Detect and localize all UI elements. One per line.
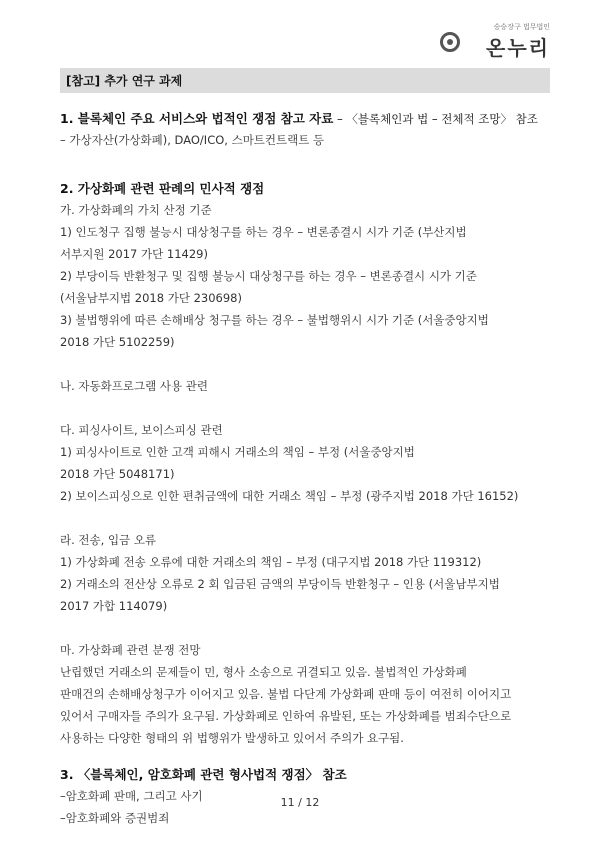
document-body: [60, 68, 550, 829]
logo-tagline: 승승장구 법무법인: [493, 23, 550, 31]
section-3-heading: 3. 〈블록체인, 암호화폐 관련 형사법적 쟁점〉 참조: [60, 767, 347, 782]
section-3-line: –암호화폐와 증권범죄: [60, 811, 170, 825]
subsection-c-title: 다. 피싱사이트, 보이스피싱 관련: [60, 423, 223, 437]
subsection-a-line: 2018 가단 5102259): [60, 335, 175, 349]
subsection-d-line: 1) 가상화폐 전송 오류에 대한 거래소의 책임 – 부정 (대구지법 2018 가단 119312): [60, 555, 482, 569]
page-number: 11 / 12: [280, 796, 320, 809]
logo-name: 온누리: [486, 36, 550, 60]
logo-emblem-icon: [440, 32, 460, 52]
subsection-a-line: (서울남부지법 2018 가단 230698): [60, 291, 242, 305]
subsection-a-line: 3) 불법행위에 따른 손해배상 청구를 하는 경우 – 불법행위시 시가 기준 (서울중앙지법: [60, 313, 489, 327]
subsection-a-line: 1) 인도청구 집행 불능시 대상청구를 하는 경우 – 변론종결시 시가 기준 (부산지법: [60, 225, 467, 239]
subsection-c-line: 2018 가단 5048171): [60, 467, 175, 481]
section-banner: [참고] 추가 연구 과제: [60, 68, 550, 93]
section-2-heading: 2. 가상화폐 관련 판례의 민사적 쟁점: [60, 181, 265, 196]
section-3-line: –암호화폐 판매, 그리고 사기: [60, 789, 203, 803]
subsection-e-line: 있어서 구매자들 주의가 요구됨. 가상화폐로 인하여 유발된, 또는 가상화폐를 범죄수단으로: [60, 709, 512, 723]
subsection-c-line: 1) 피싱사이트로 인한 고객 피해시 거래소의 책임 – 부정 (서울중앙지법: [60, 445, 415, 459]
subsection-e-line: 사용하는 다양한 형태의 위 법행위가 발생하고 있어서 주의가 요구됨.: [60, 731, 404, 745]
section-1-title-tail: – 〈블록체인과 법 – 전체적 조망〉 참조: [333, 112, 538, 126]
subsection-e-line: 판매건의 손해배상청구가 이어지고 있음. 불법 다단계 가상화폐 판매 등이 여전히 이어지고: [60, 687, 512, 701]
subsection-a-line: 서부지원 2017 가단 11429): [60, 247, 208, 261]
subsection-e-line: 난립했던 거래소의 문제들이 민, 형사 소송으로 귀결되고 있음. 불법적인 가상화폐: [60, 665, 467, 679]
subsection-d-title: 라. 전송, 입금 오류: [60, 533, 157, 547]
firm-logo: [440, 22, 550, 64]
section-1-title: 1. 블록체인 주요 서비스와 법적인 쟁점 참고 자료: [60, 111, 334, 126]
subsection-e-title: 마. 가상화폐 관련 분쟁 전망: [60, 643, 201, 657]
subsection-d-line: 2) 거래소의 전산상 오류로 2 회 입금된 금액의 부당이득 반환청구 – 인용 (서울남부지법: [60, 577, 500, 591]
subsection-a-line: 2) 부당이득 반환청구 및 집행 불능시 대상청구를 하는 경우 – 변론종결시 시가 기준: [60, 269, 477, 283]
subsection-c-line: 2) 보이스피싱으로 인한 편취금액에 대한 거래소 책임 – 부정 (광주지법 2018 가단 16152): [60, 489, 519, 503]
subsection-b-title: 나. 자동화프로그램 사용 관련: [60, 379, 208, 393]
section-1-heading: [60, 109, 550, 129]
subsection-a-title: 가. 가상화폐의 가치 산정 기준: [60, 203, 212, 217]
subsection-d-line: 2017 가합 114079): [60, 599, 168, 613]
section-1-line: – 가상자산(가상화폐), DAO/ICO, 스마트컨트랙트 등: [60, 133, 325, 147]
